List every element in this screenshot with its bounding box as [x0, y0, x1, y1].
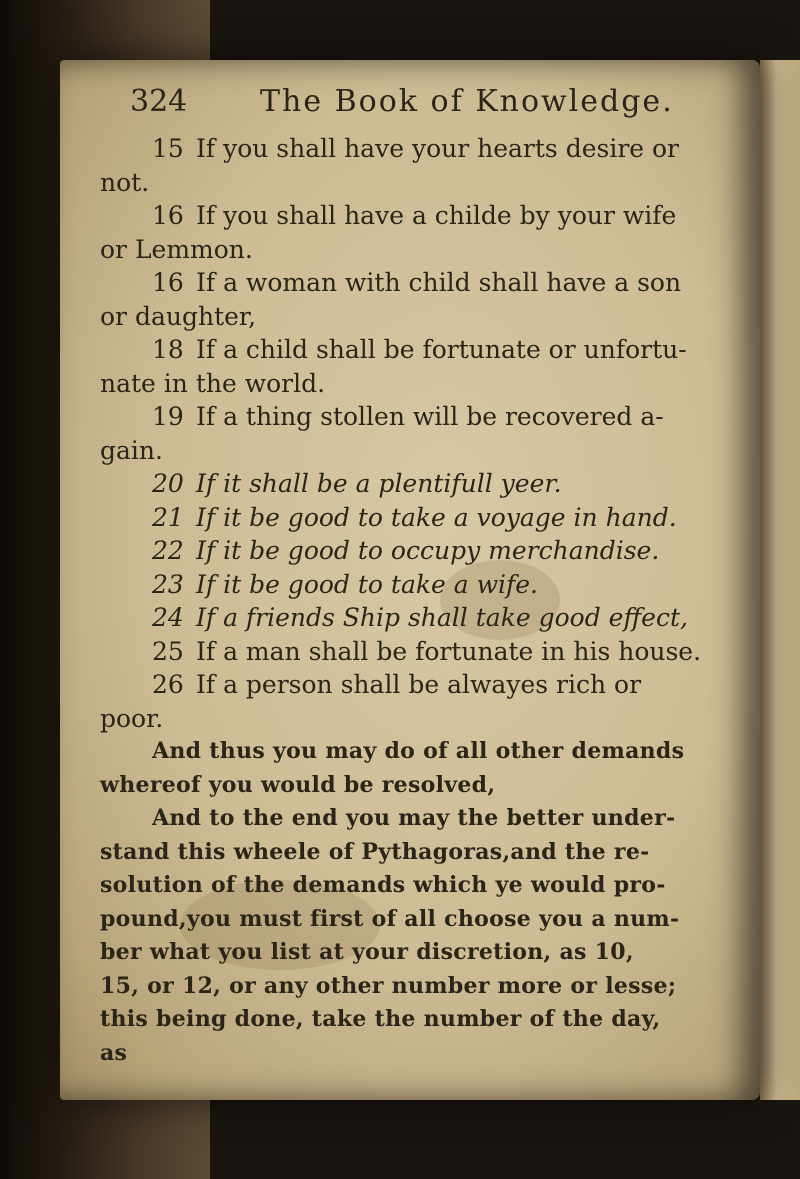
text-line [100, 635, 720, 669]
text-line [100, 333, 720, 367]
line-text: pound,you must first of all choose you a num- [100, 905, 680, 932]
text-line [100, 802, 720, 836]
text-line [100, 836, 720, 870]
line-text: stand this wheele of Pythagoras,and the re- [100, 838, 650, 865]
line-text: this being done, take the number of the day, [100, 1006, 661, 1032]
text-line [100, 534, 720, 568]
line-text: If it be good to take a wife. [196, 569, 538, 599]
text-line [100, 132, 720, 166]
text-line [100, 467, 720, 501]
text-line [100, 266, 720, 300]
line-text: If a person shall be alwayes rich or [196, 670, 642, 699]
facing-page-edge [760, 60, 800, 1100]
item-number: 24 [152, 603, 184, 632]
line-text: solution of the demands which ye would pro- [100, 872, 666, 898]
line-text: or Lemmon. [100, 234, 253, 264]
page-header [100, 80, 720, 124]
line-text: nate in the world. [100, 368, 326, 398]
line-text: If you shall have your hearts desire or [196, 134, 680, 163]
text-line [100, 1037, 720, 1071]
text-line [100, 400, 720, 434]
item-number: 25 [152, 636, 184, 666]
item-number: 18 [152, 335, 184, 364]
line-text: If it be good to occupy merchandise. [196, 536, 660, 565]
text-line [100, 702, 720, 736]
item-number: 15 [152, 134, 184, 163]
line-text: poor. [100, 703, 164, 733]
line-text: ber what you list at your discretion, as 10, [100, 939, 634, 965]
text-line [100, 434, 720, 468]
item-number: 16 [152, 268, 184, 297]
item-number: 26 [152, 670, 184, 699]
text-line [100, 970, 720, 1004]
line-text: or daughter, [100, 301, 257, 331]
text-line [100, 936, 720, 970]
text-line [100, 1003, 720, 1037]
line-text: not. [100, 167, 150, 197]
item-number: 22 [152, 536, 184, 565]
text-line [100, 199, 720, 233]
text-line [100, 903, 720, 937]
text-line [100, 769, 720, 803]
text-line [100, 568, 720, 602]
item-number: 20 [152, 469, 184, 498]
text-line [100, 668, 720, 702]
text-line [100, 501, 720, 535]
item-number: 19 [152, 402, 184, 431]
text-line [100, 166, 720, 200]
text-lines [100, 132, 720, 1070]
item-number: 16 [152, 201, 184, 230]
text-line [100, 233, 720, 267]
text-line [100, 735, 720, 769]
text-line [100, 300, 720, 334]
line-text: If you shall have a childe by your wife [196, 201, 677, 230]
line-text: If a child shall be fortunate or unfortu- [196, 335, 687, 364]
text-line [100, 601, 720, 635]
page-number: 324 [130, 84, 188, 119]
line-text: whereof you would be resolved, [100, 771, 496, 798]
line-text: If a friends Ship shall take good effect, [196, 603, 688, 632]
text-line [100, 869, 720, 903]
line-text: gain. [100, 435, 163, 465]
item-number: 23 [152, 569, 184, 599]
line-text: And to the end you may the better under- [152, 805, 676, 831]
item-number: 21 [152, 502, 184, 532]
line-text: as [100, 1039, 128, 1066]
page-text [100, 80, 720, 1080]
line-text: If a man shall be fortunate in his house. [196, 636, 702, 666]
line-text: If it shall be a plentifull yeer. [196, 469, 562, 498]
line-text: If a thing stollen will be recovered a- [196, 402, 664, 431]
text-line [100, 367, 720, 401]
line-text: If a woman with child shall have a son [196, 268, 682, 297]
line-text: If it be good to take a voyage in hand. [196, 502, 677, 532]
running-title: The Book of Knowledge. [260, 84, 674, 119]
line-text: And thus you may do of all other demands [152, 738, 685, 764]
line-text: 15, or 12, or any other number more or lesse; [100, 972, 677, 999]
